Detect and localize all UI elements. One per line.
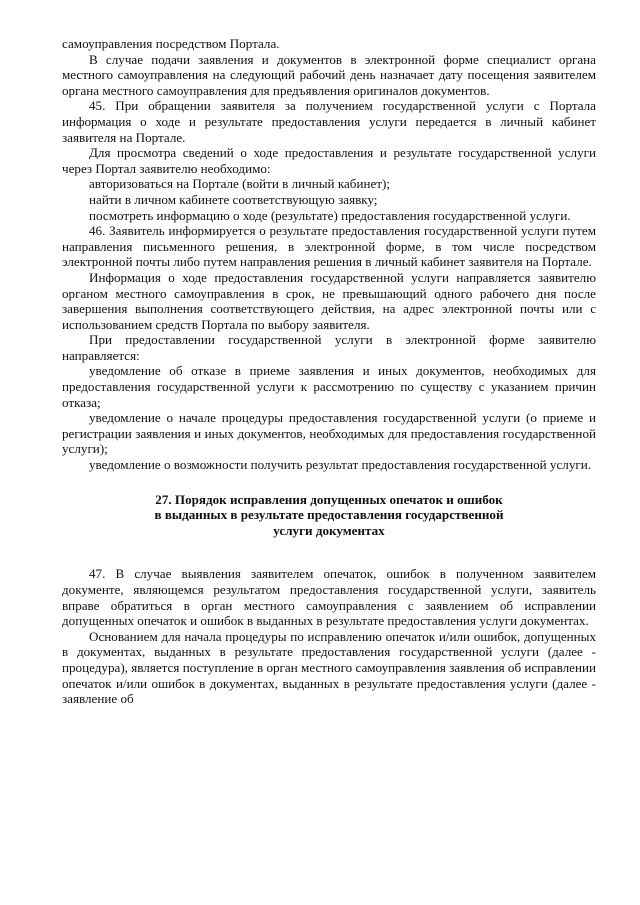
paragraph: В случае подачи заявления и документов в электронной форме специалист органа местного самоуправления на следующий рабочий день назначает дату посещения заявителем органа местного самоуправления для предъявления оригиналов документов. xyxy=(62,51,596,98)
list-item: посмотреть информацию о ходе (результате) предоставления государственной услуги. xyxy=(89,207,571,223)
list-item: авторизоваться на Портале (войти в личный кабинет); xyxy=(89,176,391,192)
list-item: уведомление о начале процедуры предоставления государственной услуги (о приеме и регистрации заявления и иных документов, необходимых для предоставления государственной услуги); xyxy=(62,410,596,457)
paragraph: 47. В случае выявления заявителем опечаток, ошибок в полученном заявителем документе, являющемся результатом предоставления государственной услуги, заявитель вправе обратиться в орган местного самоуправления с заявлением об исправлении допущенных опечаток и ошибок в выданных в результате предоставления услуги документах. xyxy=(62,566,596,629)
section-heading-line: услуги документах xyxy=(273,522,385,538)
paragraph: 45. При обращении заявителя за получением государственной услуги с Портала информация о ходе и результате предоставления услуги передается в личный кабинет заявителя на Портале. xyxy=(62,98,596,145)
paragraph: Информация о ходе предоставления государственной услуги направляется заявителю органом местного самоуправления в срок, не превышающий одного рабочего дня после завершения выполнения соответствующего действия, на адрес электронной почты или с использованием средств Портала по выбору заявителя. xyxy=(62,269,596,332)
list-item: уведомление о возможности получить результат предоставления государственной услуги. xyxy=(89,457,592,473)
section-heading-line: в выданных в результате предоставления государственной xyxy=(154,507,504,523)
section-heading xyxy=(62,492,596,539)
list-item: уведомление об отказе в приеме заявления и иных документов, необходимых для предоставления государственной услуги к рассмотрению по существу с указанием причин отказа; xyxy=(62,363,596,410)
paragraph: самоуправления посредством Портала. xyxy=(62,36,280,51)
list-item: найти в личном кабинете соответствующую заявку; xyxy=(89,191,378,207)
paragraph: Основанием для начала процедуры по исправлению опечаток и/или ошибок, допущенных в документах, выданных в результате предоставления государственной услуги (далее - процедура), является поступление в орган местного самоуправления заявления об исправлении опечаток и/или ошибок в документах, выданных в результате предоставления услуги (далее - заявление об xyxy=(62,628,596,707)
paragraph: Для просмотра сведений о ходе предоставления и результате государственной услуги через Портал заявителю необходимо: xyxy=(62,145,596,176)
paragraph: При предоставлении государственной услуги в электронной форме заявителю направляется: xyxy=(62,332,596,363)
paragraph: 46. Заявитель информируется о результате предоставления государственной услуги путем направления письменного решения, в электронной форме, в том числе посредством электронной почты либо путем направления решения в личный кабинет заявителя на Портале. xyxy=(62,223,596,270)
document-page xyxy=(62,36,596,707)
section-heading-line: 27. Порядок исправления допущенных опечаток и ошибок xyxy=(155,491,503,507)
